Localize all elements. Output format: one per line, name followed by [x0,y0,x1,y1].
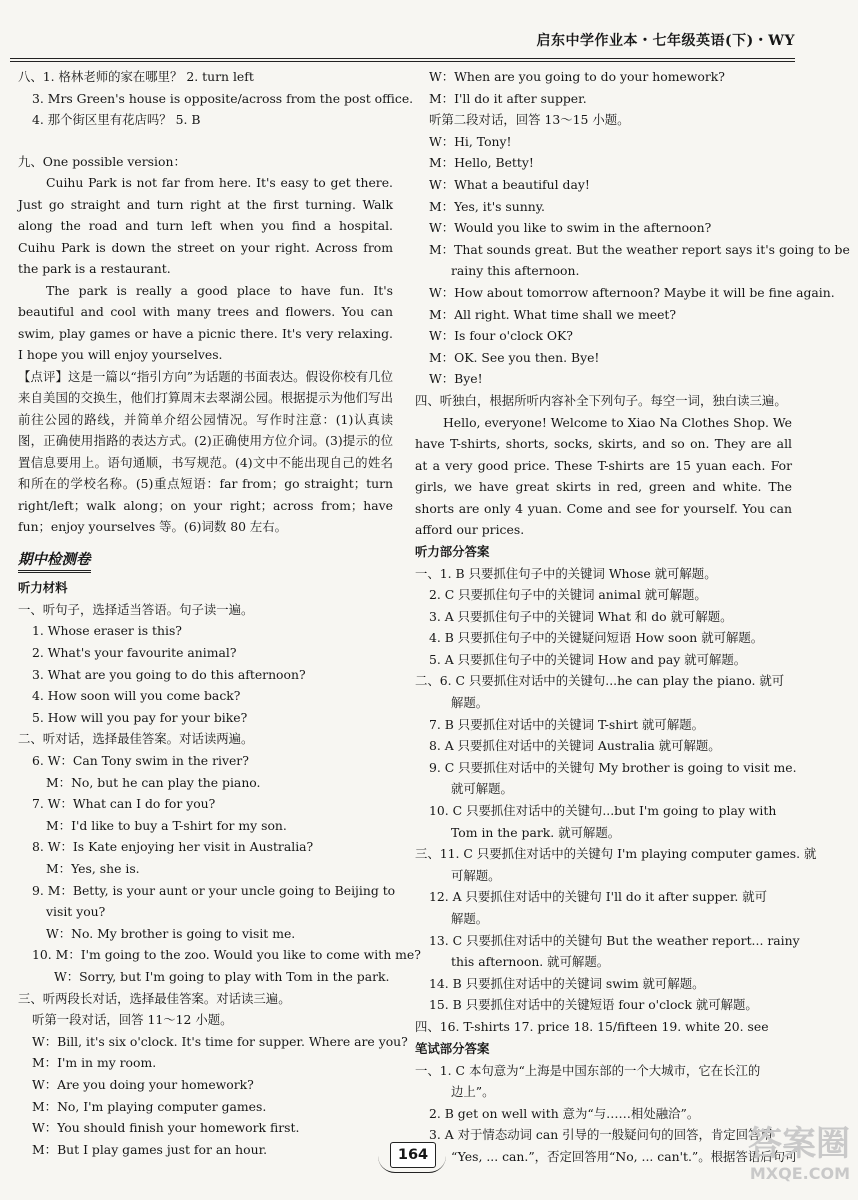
dialogue-line: W：How about tomorrow afternoon? Maybe it will be fine again. [429,284,835,300]
dialogue-line: W：Bye! [429,371,483,387]
dialogue-line: W：Sorry, but I'm going to play with Tom in the park. [54,968,390,984]
answer-line: 13. C 只要抓住对话中的关键句 But the weather report... rainy [429,932,800,948]
part3-subheader: 听第一段对话，回答 11～12 小题。 [32,1012,233,1028]
header-rule [10,58,795,59]
part1-item: 5. How will you pay for your bike? [32,709,248,725]
dialogue-line: W：Would you like to swim in the afternoon? [429,220,712,236]
dialogue-line: M：Hello, Betty! [429,155,534,171]
s8-line-3: 4. 那个街区里有花店吗？ 5. B [32,112,201,128]
answer-line: 12. A 只要抓住对话中的关键句 I'll do it after supper. 就可 [429,889,768,905]
dialogue-line: rainy this afternoon. [451,263,580,279]
answer-line: 可解题。 [451,867,501,883]
written-answer-line: 3. A 对于情态动词 can 引导的一般疑问句的回答，肯定回答用 [429,1127,773,1143]
comment-paragraph: 【点评】这是一篇以“指引方向”为话题的书面表达。假设你校有几位来自美国的交换生，他们打算周末去翠湖公园。根据提示为他们写出前往公园的路线，并简单介绍公园情况。写作时注意：(1)认真读图，正确使用指路的表达方式。(2)正确使用方位介词。(3)提示的位置信息要用上。语句通顺，书写规范。(4)文中不能出现自己的姓名和所在的学校名称。(5)重点短语：far from；go straight；turn right/left；walk along；on your right；across from；have fun；enjoy yourselves 等。(6)词数 80 左右。 [18,368,393,535]
dialogue-line: visit you? [46,904,106,920]
spacer [18,131,393,151]
dialogue-line: M：All right. What time shall we meet? [429,306,677,322]
dialogue-line: 9. M：Betty, is your aunt or your uncle going to Beijing to [32,882,396,898]
midterm-title: 期中检测卷 [18,548,91,573]
essay-paragraph-1: Cuihu Park is not far from here. It's easy to get there. Just go straight and turn right at the first turning. Walk along the road and turn left when you find a hospital. Cuihu Park is down the street on your right. Across from the park is a restaurant. [18,175,393,277]
dialogue-line: W：Bill, it's six o'clock. It's time for supper. Where are you? [32,1033,408,1049]
answer-line: 三、11. C 只要抓住对话中的关键句 I'm playing computer games. 就 [415,846,817,862]
part4-header: 四、听独白，根据所听内容补全下列句子。每空一词，独白读三遍。 [415,392,787,408]
answer-line: 2. C 只要抓住句子中的关键词 animal 就可解题。 [429,587,707,603]
dialogue-line: M：OK. See you then. Bye! [429,349,600,365]
answer-line: 5. A 只要抓住句子中的关键词 How and pay 就可解题。 [429,651,747,667]
dialogue-line: W：Is four o'clock OK? [429,328,573,344]
dialogue-line: 7. W：What can I do for you? [32,796,216,812]
dialogue-line: 8. W：Is Kate enjoying her visit in Australia? [32,839,314,855]
answer-line: 解题。 [451,695,489,711]
header-rule-thin [10,61,795,62]
dialogue-line: M：But I play games just for an hour. [32,1141,268,1157]
answer-line: 15. B 只要抓住对话中的关键短语 four o'clock 就可解题。 [429,997,758,1013]
answer-line: 9. C 只要抓住对话中的关键句 My brother is going to visit me. [429,759,797,775]
dialogue-line: M：I'm in my room. [32,1055,157,1071]
watermark-url: MXQE.COM [749,1164,850,1183]
written-answer-line: 一、1. C 本句意为“上海是中国东部的一个大城市，它在长江的 [415,1062,761,1078]
s9-intro: 九、One possible version： [18,153,186,169]
dialogue-line: W：No. My brother is going to visit me. [46,925,296,941]
dialogue-line: M：No, I'm playing computer games. [32,1098,267,1114]
written-answer-line: 边上”。 [451,1084,495,1100]
dialogue-line: M：That sounds great. But the weather report says it's going to be [429,241,850,257]
part3-subheader-2: 听第二段对话，回答 13～15 小题。 [429,112,630,128]
answer-line: 解题。 [451,911,489,926]
answer-line: 10. C 只要抓住对话中的关键句...but I'm going to play with [429,803,777,819]
written-answers-heading: 笔试部分答案 [415,1040,490,1056]
written-answer-line: 2. B get on well with 意为“与……相处融洽”。 [429,1105,700,1121]
dialogue-line: W：Hi, Tony! [429,133,512,149]
page-number-badge [378,1140,448,1176]
answer-line: 四、16. T-shirts 17. price 18. 15/fifteen 19. white 20. see [415,1018,769,1034]
written-answer-line: “Yes, ... can.”，否定回答用“No, ... can't.”。根据答语后句可 [451,1148,798,1164]
part1-header: 一、听句子，选择适当答语。句子读一遍。 [18,601,254,617]
answer-line: 3. A 只要抓住句子中的关键词 What 和 do 就可解题。 [429,608,733,624]
watermark-text: 答案圈 [748,1124,850,1164]
part2-header: 二、听对话，选择最佳答案。对话读两遍。 [18,731,254,747]
s8-line-1: 八、1. 格林老师的家在哪里？ 2. turn left [18,69,254,84]
answer-line: 7. B 只要抓住对话中的关键词 T-shirt 就可解题。 [429,716,704,732]
part1-item: 1. Whose eraser is this? [32,623,182,639]
essay-paragraph-2: The park is really a good place to have fun. It's beautiful and cool with many trees and flowers. You can swim, play games or have a picnic there. It's very relaxing. I hope you will enjoy yourselves. [18,282,393,363]
answer-line: 就可解题。 [451,781,513,797]
running-header: 启东中学作业本・七年级英语(下)・WY [536,33,795,49]
dialogue-line: W：What a beautiful day! [429,176,590,192]
part1-item: 4. How soon will you come back? [32,688,241,704]
answer-line: 二、6. C 只要抓住对话中的关键句...he can play the piano. 就可 [415,673,785,689]
listening-answers-heading: 听力部分答案 [415,543,490,559]
listening-material-heading: 听力材料 [18,579,68,595]
dialogue-line: M：Yes, it's sunny. [429,198,545,214]
dialogue-line: M：I'd like to buy a T-shirt for my son. [46,817,287,833]
dialogue-line: 10. M：I'm going to the zoo. Would you like to come with me? [32,947,421,963]
dialogue-line: M：No, but he can play the piano. [46,774,261,790]
part1-item: 2. What's your favourite animal? [32,645,237,661]
answer-line: 4. B 只要抓住句子中的关键疑问短语 How soon 就可解题。 [429,630,764,646]
answer-line: 8. A 只要抓住对话中的关键词 Australia 就可解题。 [429,738,721,754]
monologue-paragraph: Hello, everyone! Welcome to Xiao Na Clothes Shop. We have T-shirts, shorts, socks, skirts, and so on. They are all at a very good price. These T-shirts are 15 yuan each. For girls, we have great skirts in red, green and white. The shorts are only 4 yuan. Come and see for yourself. You can afford our prices. [415,414,792,537]
dialogue-line: M：I'll do it after supper. [429,90,587,106]
dialogue-line: W：Are you doing your homework? [32,1076,254,1092]
watermark-logo [720,1124,850,1194]
part3-header: 三、听两段长对话，选择最佳答案。对话读三遍。 [18,990,291,1006]
answer-line: Tom in the park. 就可解题。 [451,824,621,840]
dialogue-line: M：Yes, she is. [46,861,140,876]
dialogue-line: 6. W：Can Tony swim in the river? [32,753,249,769]
dialogue-line: W：You should finish your homework first. [32,1120,300,1136]
part1-item: 3. What are you going to do this afternoon? [32,666,306,682]
dialogue-line: W：When are you going to do your homework? [429,69,725,84]
answer-line: 14. B 只要抓住对话中的关键词 swim 就可解题。 [429,975,705,991]
answer-line: 一、1. B 只要抓住句子中的关键词 Whose 就可解题。 [415,565,717,581]
s8-line-2: 3. Mrs Green's house is opposite/across from the post office. [32,90,414,106]
page-number: 164 [390,1142,436,1168]
answer-line: this afternoon. 就可解题。 [451,954,610,970]
